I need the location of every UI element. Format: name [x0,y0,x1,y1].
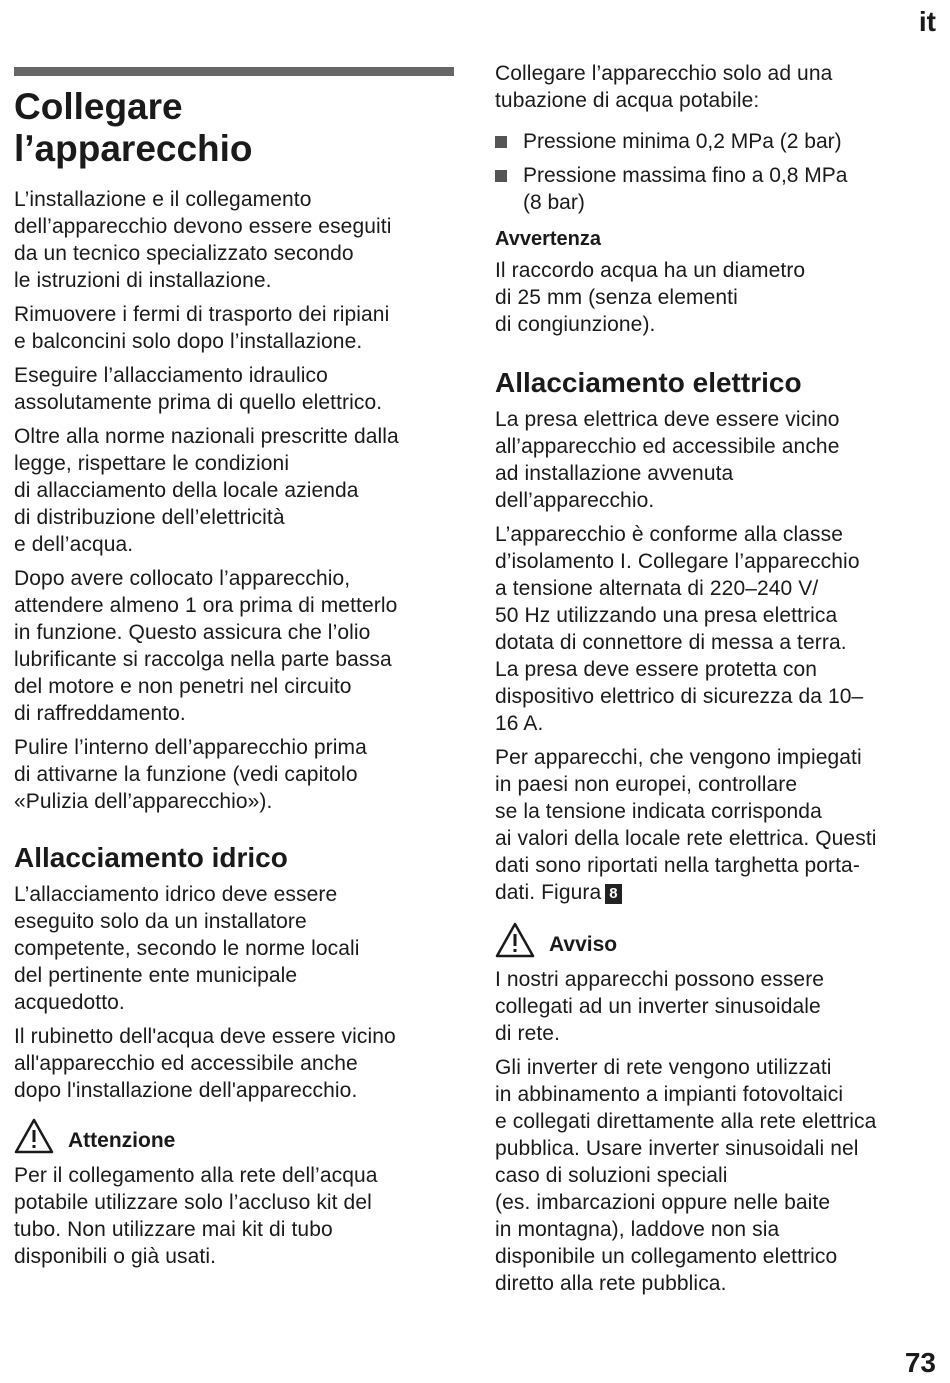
figure-reference: 8 [605,884,621,904]
foreign-text: Per apparecchi, che vengono impiegati in paesi non europei, controllare se la tensione indicata corrisponda ai valori della locale rete elettrica. Questi dati sono riportati nella targhetta porta- dati. Figura [495,746,877,904]
note-text: Il raccordo acqua ha un diametro di 25 mm (senza elementi di congiunzione). [495,259,806,336]
bullet-icon [495,170,507,182]
intro-paragraph: Pulire l’interno dell’apparecchio prima di attivarne la funzione (vedi capitolo «Pulizia dell’apparecchio»). [14,736,367,813]
notice-block [495,922,935,958]
warning-triangle-icon [495,922,535,958]
water-paragraph: L’allacciamento idrico deve essere eseguito solo da un installatore competente, secondo le norme locali del pertinente ente municipale acquedotto. [14,883,360,1014]
right-flow [495,60,935,1304]
electric-paragraph: L’apparecchio è conforme alla classe d’isolamento I. Collegare l’apparecchio a tensione alternata di 220–240 V/ 50 Hz utilizzando una presa elettrica dotata di connettore di messa a terra. La presa deve essere protetta con dispositivo elettrico di sicurezza da 10– 16 A. [495,523,864,735]
left-flow [14,186,454,1277]
water-intro: Collegare l’apparecchio solo ad una tubazione di acqua potabile: [495,62,833,112]
electric-paragraph: La presa elettrica deve essere vicino all’apparecchio ed accessibile anche ad installazione avvenuta dell’apparecchio. [495,408,840,512]
language-tag: it [918,6,936,37]
section-rule [14,67,454,76]
notice-label: Avviso [549,933,618,956]
list-item [495,162,935,216]
notice-paragraph: I nostri apparecchi possono essere collegati ad un inverter sinusoidale di rete. [495,968,825,1045]
intro-paragraph: Dopo avere collocato l’apparecchio, attendere almeno 1 ora prima di metterlo in funzione. Questo assicura che l’olio lubrificante si raccolga nella parte bassa del motore e non penetri nel circuito di raffreddamento. [14,567,398,725]
water-heading: Allacciamento idrico [14,842,288,873]
water-paragraph: Il rubinetto dell'acqua deve essere vicino all'apparecchio ed accessibile anche dopo l'installazione dell'apparecchio. [14,1025,396,1102]
note-heading: Avvertenza [495,228,601,250]
bullet-icon [495,136,507,148]
warning-triangle-icon [14,1118,54,1154]
intro-paragraph: Rimuovere i fermi di trasporto dei ripiani e balconcini solo dopo l’installazione. [14,303,390,353]
caution-block [14,1118,454,1154]
caution-text: Per il collegamento alla rete dell’acqua potabile utilizzare solo l’accluso kit del tubo. Non utilizzare mai kit di tubo disponibili o già usati. [14,1164,378,1268]
electric-heading: Allacciamento elettrico [495,367,802,398]
intro-paragraph: Eseguire l’allacciamento idraulico assolutamente prima di quello elettrico. [14,364,383,414]
pressure-list [495,128,935,216]
page-number: 73 [904,1347,936,1378]
intro-paragraph: Oltre alla norme nazionali prescritte dalla legge, rispettare le condizioni di allacciamento della locale azienda di distribuzione dell’elettricità e dell’acqua. [14,425,399,556]
list-item [495,128,935,155]
notice-paragraph: Gli inverter di rete vengono utilizzati in abbinamento a impianti fotovoltaici e collegati direttamente alla rete elettrica pubblica. Usare inverter sinusoidali nel caso di soluzioni speciali (es. imbarcazioni oppure nelle baite in montagna), laddove non sia disponibile un collegamento elettrico diretto alla rete pubblica. [495,1056,877,1295]
intro-paragraph: L’installazione e il collegamento dell’apparecchio devono essere eseguiti da un tecnico specializzato secondo le istruzioni di installazione. [14,188,392,292]
caution-label: Attenzione [68,1129,176,1152]
foreign-paragraph [495,744,935,906]
page-title: Collegare l’apparecchio [14,86,253,169]
pressure-item-text: Pressione massima fino a 0,8 MPa (8 bar) [523,164,848,214]
pressure-item-text: Pressione minima 0,2 MPa (2 bar) [523,130,842,153]
